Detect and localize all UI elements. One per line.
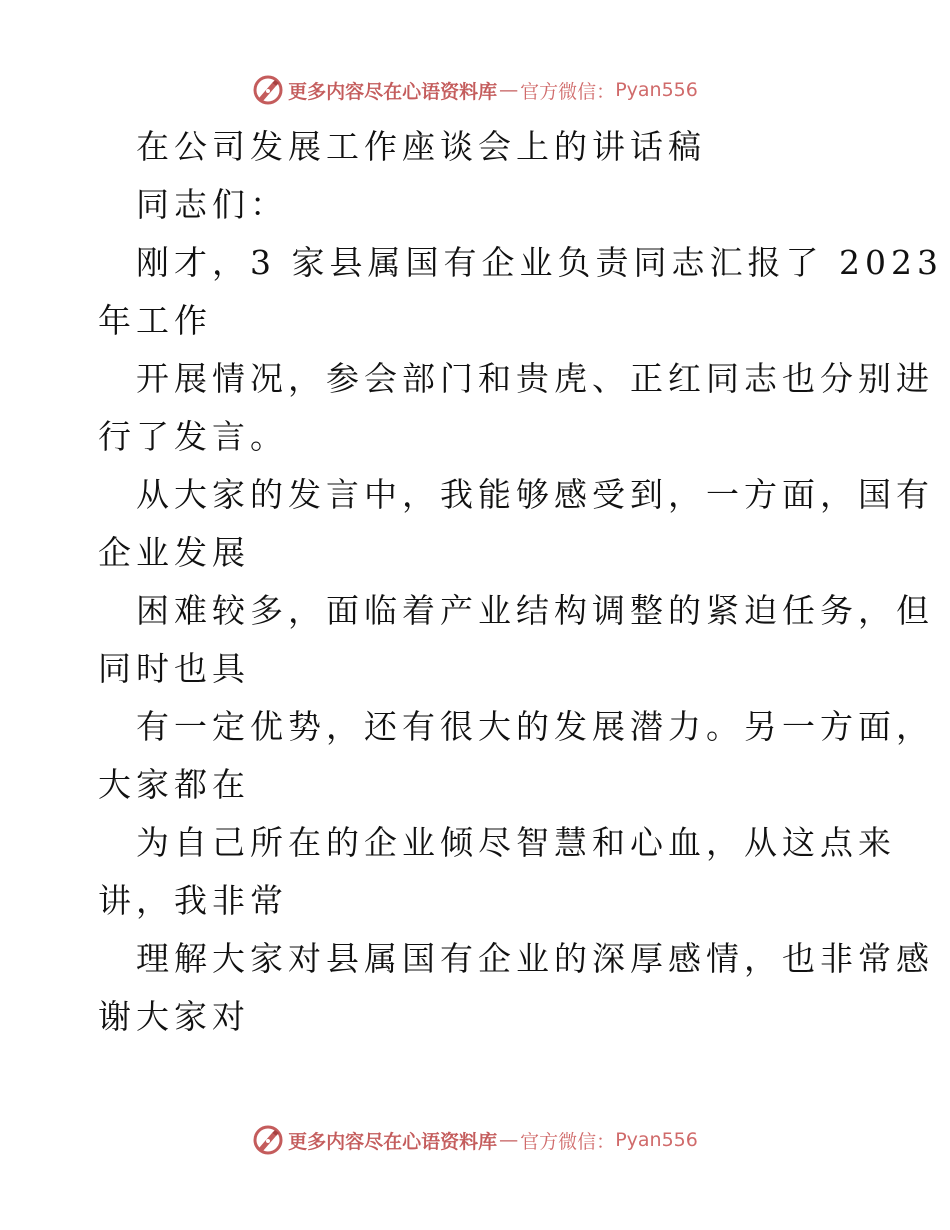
pen-logo-icon (252, 74, 284, 106)
header-watermark (0, 72, 950, 108)
watermark-brand-text: 更多内容尽在心语资料库 (288, 80, 498, 103)
body-line: 困难较多，面临着产业结构调整的紧迫任务，但 (136, 591, 934, 630)
footer-watermark (0, 1122, 950, 1158)
body-line: 大家都在 (98, 765, 250, 804)
body-line: 同时也具 (98, 649, 250, 688)
watermark-dash: — (499, 1129, 519, 1151)
body-line: 行了发言。 (98, 417, 288, 456)
body-line: 谢大家对 (98, 997, 250, 1036)
body-line: 理解大家对县属国有企业的深厚感情，也非常感 (136, 939, 934, 978)
document-body (98, 118, 943, 1046)
watermark-account: Pyan556 (615, 79, 698, 101)
body-line: 刚才，3 家县属国有企业负责同志汇报了 2023 (136, 243, 943, 282)
salutation: 同志们： (136, 185, 288, 224)
watermark-suffix: 官方微信： (520, 1130, 616, 1153)
body-line: 企业发展 (98, 533, 250, 572)
watermark-account: Pyan556 (615, 1129, 698, 1151)
document-title: 在公司发展工作座谈会上的讲话稿 (136, 127, 706, 166)
body-line: 年工作 (98, 301, 212, 340)
body-line: 有一定优势，还有很大的发展潜力。另一方面， (136, 707, 934, 746)
body-line: 从大家的发言中，我能够感受到，一方面，国有 (136, 475, 934, 514)
watermark-brand-text: 更多内容尽在心语资料库 (288, 1130, 498, 1153)
body-line: 开展情况，参会部门和贵虎、正红同志也分别进 (136, 359, 934, 398)
watermark-suffix: 官方微信： (520, 80, 616, 103)
pen-logo-icon (252, 1124, 284, 1156)
body-line: 讲，我非常 (98, 881, 288, 920)
watermark-dash: — (499, 79, 519, 101)
body-line: 为自己所在的企业倾尽智慧和心血，从这点来 (136, 823, 896, 862)
